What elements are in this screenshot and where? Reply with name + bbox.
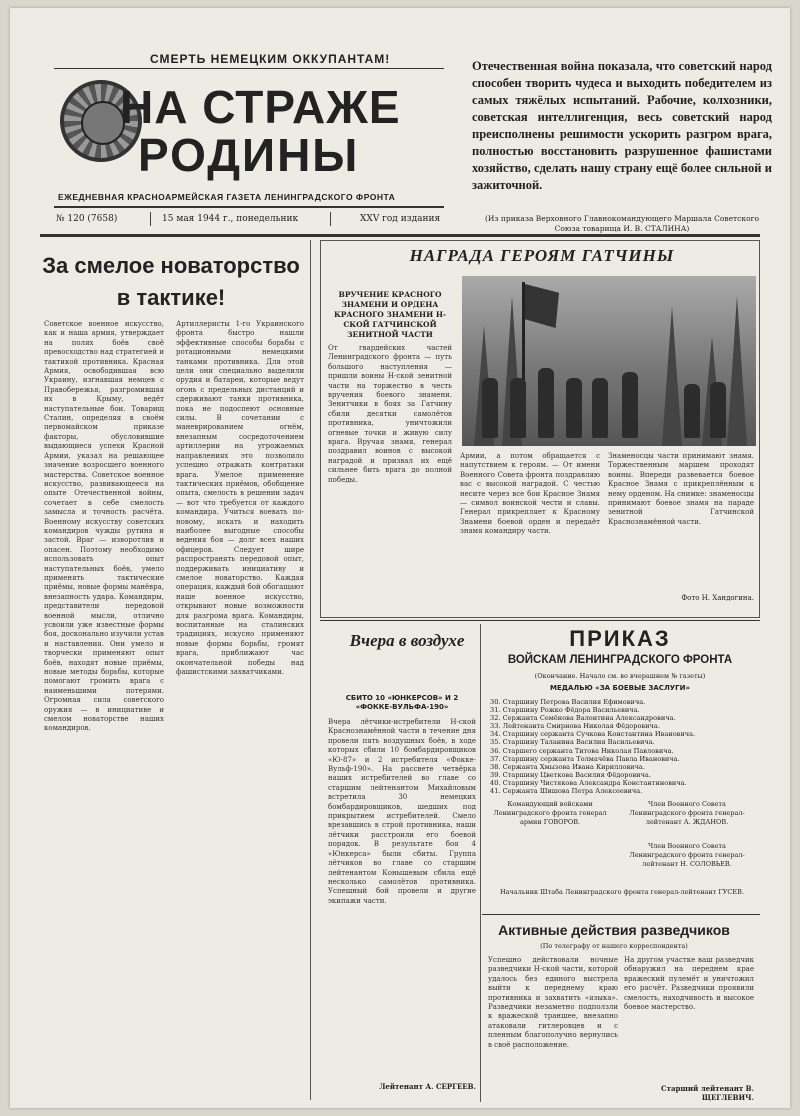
divider xyxy=(320,620,760,621)
divider xyxy=(310,240,311,1100)
recon-subtitle: (По телеграфу от нашего корреспондента) xyxy=(540,942,688,950)
divider xyxy=(54,68,444,69)
recon-column-1: Успешно действовали ночные разведчики Н-ской части, которой удалось без единого выстрела выйти к переднему краю противника и захватить «языка». Разведчики незаметно подползли к вражеской траншее, внезапно атаковали гитлеровцев и с пленным благополучно вернулись в своё расположение. xyxy=(488,956,618,1049)
recon-column-2: На другом участке ваш разведчик обнаружил на переднем крае вражеский пулемёт и уничтожил его расчёт. Разведчики проявили смелость, находчивость и высокое боевое мастерство. xyxy=(624,956,754,1012)
award-headline: НАГРАДА ГЕРОЯМ ГАТЧИНЫ xyxy=(409,246,675,265)
list-item: 34. Старшину сержанта Сучкова Константина Ивановича. xyxy=(490,730,696,739)
signature-council-2: Член Военного Совета Ленинградского фронта генерал-лейтенант Н. СОЛОВЬЕВ. xyxy=(629,842,745,868)
air-signature: Лейтенант А. СЕРГЕЕВ. xyxy=(379,1082,476,1091)
signature-chief-of-staff: Начальник Штаба Ленинградского фронта генерал-лейтенант ГУСЕВ. xyxy=(500,888,744,896)
award-box-subtitle: ВРУЧЕНИЕ КРАСНОГО ЗНАМЕНИ И ОРДЕНА КРАСНОГО ЗНАМЕНИ Н-СКОЙ ГАТЧИНСКОЙ ЗЕНИТНОЙ ЧАСТИ xyxy=(333,290,447,339)
list-item: 33. Лейтенанта Смирнова Николая Фёдоровича. xyxy=(490,722,660,731)
newspaper-page xyxy=(10,8,790,1108)
list-item: 39. Старшину Цветкова Василия Фёдоровича. xyxy=(490,770,651,779)
issue-number: № 120 (7658) xyxy=(56,214,118,224)
divider xyxy=(330,212,331,226)
list-item: 32. Сержанта Семёнова Валентина Александровича. xyxy=(490,714,676,723)
signature-council-1: Член Военного Совета Ленинградского фронта генерал-лейтенант А. ЖДАНОВ. xyxy=(629,800,745,826)
divider xyxy=(40,234,760,237)
award-column-3: Знаменосцы части принимают знамя. Торжественным маршем проходят воины. Впереди развевается боевое Красное Знамя с прикреплённым к нему орденом. На снимке: знаменосцы принимают боевое знамя на параде зенитной Гатчинской Краснознамённой части. xyxy=(608,452,754,526)
issue-date: 15 мая 1944 г., понедельник xyxy=(162,214,299,224)
order-note: (Окончание. Начало см. во вчерашнем № газеты) xyxy=(534,672,706,680)
editorial-column-1: Советское военное искусство, как и наша армия, утверждает на полях боёв своё превосходство над стратегией и тактикой противника. Красная Армия, освободившая всю Украину, изгнавшая немцев с Правобережья, разгромившая их в Крыму, ведёт наступательные бои. Товарищ Сталин, определяя в своём первомайском приказе факторы, обусловившие выдающиеся успехи Красной Армии, указал на решающее значение возросшего военного мастерства. Советское военное искусство, развивающееся на опыте Отечественной войны, сочетает в себе смелость замысла и точность расчёта. Военному искусству советских командиров чужды рутина и застой. Враг — изворотлив и опасен. Поэтому необходимо использовать опыт наступательных боёв, умело применять тактические приёмы, новые формы манёвра, внезапность удара. Командиры, представители передовой военной мысли, отлично усвоили уже известные формы боя, досконально изучили устав и наставления. Они умело и творчески применяют опыт боёв, находят новые приёмы, новые методы борьбы, которые помогают громить врага с наименьшими потерями. Огромная сила советского оружия — в инициативе и смелом новаторстве наших командиров. xyxy=(44,320,164,733)
quote-attribution: (Из приказа Верховного Главнокомандующего Маршала Советского Союза товарища И. В. СТАЛИНА) xyxy=(484,214,760,233)
order-title: ПРИКАЗ xyxy=(569,626,671,651)
issue-year: XXV год издания xyxy=(360,214,441,224)
divider xyxy=(480,624,481,1102)
masthead-line2: РОДИНЫ xyxy=(138,129,360,181)
award-column-1: От гвардейских частей Ленинградского фронта — путь большого наступления — пришли воины Н-ской зенитной части на торжество в честь вручения боевого знамени. Зенитчики в боях за Гатчину сбили десятки самолётов противника, уничтожили огневые точки и живую силу врага. Вручая знамя, генерал поздравил воинов с высокой наградой и призвал их ещё сильнее бить врага до полной победы. xyxy=(328,344,452,484)
list-item: 35. Старшину Таланина Василия Васильевича. xyxy=(490,738,655,747)
editorial-column-2: Артиллеристы 1-го Украинского фронта быстро нашли эффективные способы борьбы с ротационными немецкими танками противника. Для этой цели они специально выделили орудия и батареи, которые ведут огонь с предельных дистанций и сдерживают танки противника, пока не подоспеют основные силы. В сочетании с маневрированием огнём, внезапным сосредоточением артиллерии на угрожаемых направлениях это позволило успешно отражать контратаки врага. Умелое применение тактических приёмов, обобщение опыта, смелость в решении задач — вот что требуется от каждого командира. Учиться воевать по-новому, искать и находить наиболее выгодные способы ведения боя — долг всех наших офицеров. Следует шире распространять передовой опыт, поддерживать инициативу и смелое новаторство. Каждая операция, каждый бой обогащают наше военное искусство, открывают новые возможности для разгрома врага. Командиры, воспитанные на сталинских традициях, искусно применяют новые формы борьбы, громят врага, приближают час окончательной победы над фашистскими захватчиками. xyxy=(176,320,304,677)
list-item: 41. Сержанта Шишова Петра Алексеевича. xyxy=(490,787,643,796)
front-slogan: СМЕРТЬ НЕМЕЦКИМ ОККУПАНТАМ! xyxy=(150,52,391,66)
list-item: 30. Старшину Петрова Василия Ефимовича. xyxy=(490,698,646,706)
masthead-subtitle: ЕЖЕДНЕВНАЯ КРАСНОАРМЕЙСКАЯ ГАЗЕТА ЛЕНИНГРАДСКОГО ФРОНТА xyxy=(58,192,396,202)
divider xyxy=(150,212,151,226)
signature-commander: Командующий войсками Ленинградского фронта генерал армии ГОВОРОВ. xyxy=(493,800,607,826)
recon-signature: Старший лейтенант В. ЩЕГЛЕВИЧ. xyxy=(661,1084,754,1102)
list-item: 31. Старшину Рожко Фёдора Васильевича. xyxy=(490,706,640,715)
air-subtitle: СБИТО 10 «ЮНКЕРСОВ» И 2 «ФОККЕ-ВУЛЬФА-190» xyxy=(345,694,459,711)
divider xyxy=(482,914,760,915)
photo-credit: Фото Н. Хандогина. xyxy=(681,594,754,602)
order-subtitle: ВОЙСКАМ ЛЕНИНГРАДСКОГО ФРОНТА xyxy=(507,654,733,666)
list-item: 36. Старшего сержанта Титова Николая Павловича. xyxy=(490,746,674,755)
photo-banner-ceremony xyxy=(462,276,756,446)
masthead-line1: НА СТРАЖЕ xyxy=(120,81,401,133)
editorial-title: За смелое новаторство в тактике! xyxy=(42,253,300,310)
air-section-title: Вчера в воздухе xyxy=(349,631,465,650)
list-item: 37. Старшину сержанта Толмачёва Павла Ивановича. xyxy=(490,754,680,763)
order-list xyxy=(490,698,754,795)
order-medal: МЕДАЛЬЮ «ЗА БОЕВЫЕ ЗАСЛУГИ» xyxy=(549,684,690,692)
order-quote: Отечественная война показала, что советский народ способен творить чудеса и выходить победителем из самых тяжёлых испытаний. Рабочие, колхозники, советская интеллигенция, весь советский народ преисполнены решимости ускорить разгром врага, полностью восстановить разрушенное фашистами хозяйство, сделать нашу страну ещё более сильной и зажиточной. xyxy=(472,59,772,192)
award-column-2: Армии, а потом обращается с напутствием к героям. — От имени Военного Совета фронта поздравляю вас с высокой наградой. С честью несите через все бои Красное Знамя — символ воинской чести и славы. Генерал прикрепляет к Красному Знамени боевой орден и передаёт знамя командиру части. xyxy=(460,452,600,536)
list-item: 38. Сержанта Хмызова Ивана Кирилловича. xyxy=(490,762,645,771)
air-column: Вчера лётчики-истребители Н-ской Краснознамённой части в течение дня провели пять воздушных боёв, в ходе которых сбили 10 бомбардировщиков «Ю-87» и 2 истребителя «Фокке-Вульф-190». На рассвете четвёрка наших истребителей во главе со старшим лейтенантом Михайловым встретила 30 немецких бомбардировщиков, шедших под прикрытием истребителей. Смело врезавшись в строй противника, наши лётчики расстроили его боевой порядок. В результате боя 4 «Юнкерса» были сбиты. Группа лётчиков во главе со старшим лейтенантом Конышевым сбила ещё несколько самолётов противника. Успешный бой провели и другие экипажи части. xyxy=(328,718,476,905)
list-item: 40. Старшину Чистякова Александра Константиновича. xyxy=(490,778,687,787)
recon-title: Активные действия разведчиков xyxy=(498,922,730,938)
divider xyxy=(54,206,444,208)
